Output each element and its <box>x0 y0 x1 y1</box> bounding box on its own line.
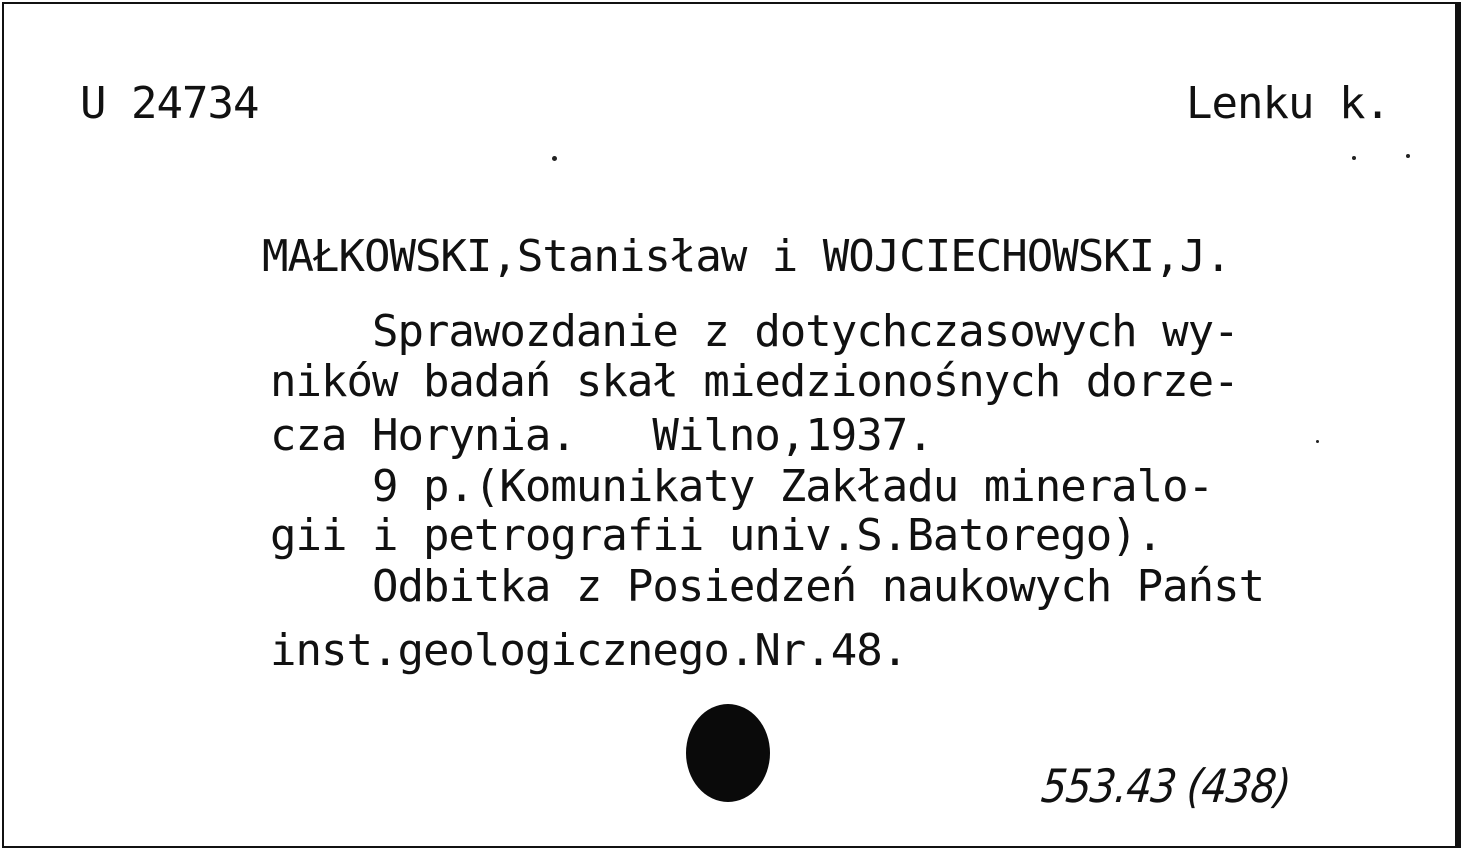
ink-speck <box>1352 156 1356 160</box>
ink-speck <box>1406 154 1410 158</box>
classification-number: 553.43 (438) <box>1038 760 1293 814</box>
punch-hole <box>686 704 770 802</box>
location-code: Lenku k. <box>1186 78 1390 129</box>
description-line: 9 p.(Komunikaty Zakładu mineralo- <box>270 461 1214 512</box>
description-line: gii i petrografii univ.S.Batorego). <box>270 510 1163 561</box>
ink-speck <box>1316 440 1319 443</box>
catalog-card <box>2 2 1461 848</box>
call-number: U 24734 <box>80 78 259 129</box>
ink-speck <box>552 156 557 161</box>
description-line: cza Horynia. Wilno,1937. <box>270 410 933 461</box>
description-line: ników badań skał miedzionośnych dorze- <box>270 356 1239 407</box>
description-line: Odbitka z Posiedzeń naukowych Państ <box>270 561 1265 612</box>
description-line: inst.geologicznego.Nr.48. <box>270 625 908 676</box>
author-heading: MAŁKOWSKI,Stanisław i WOJCIECHOWSKI,J. <box>262 231 1231 282</box>
description-line: Sprawozdanie z dotychczasowych wy- <box>270 306 1239 357</box>
